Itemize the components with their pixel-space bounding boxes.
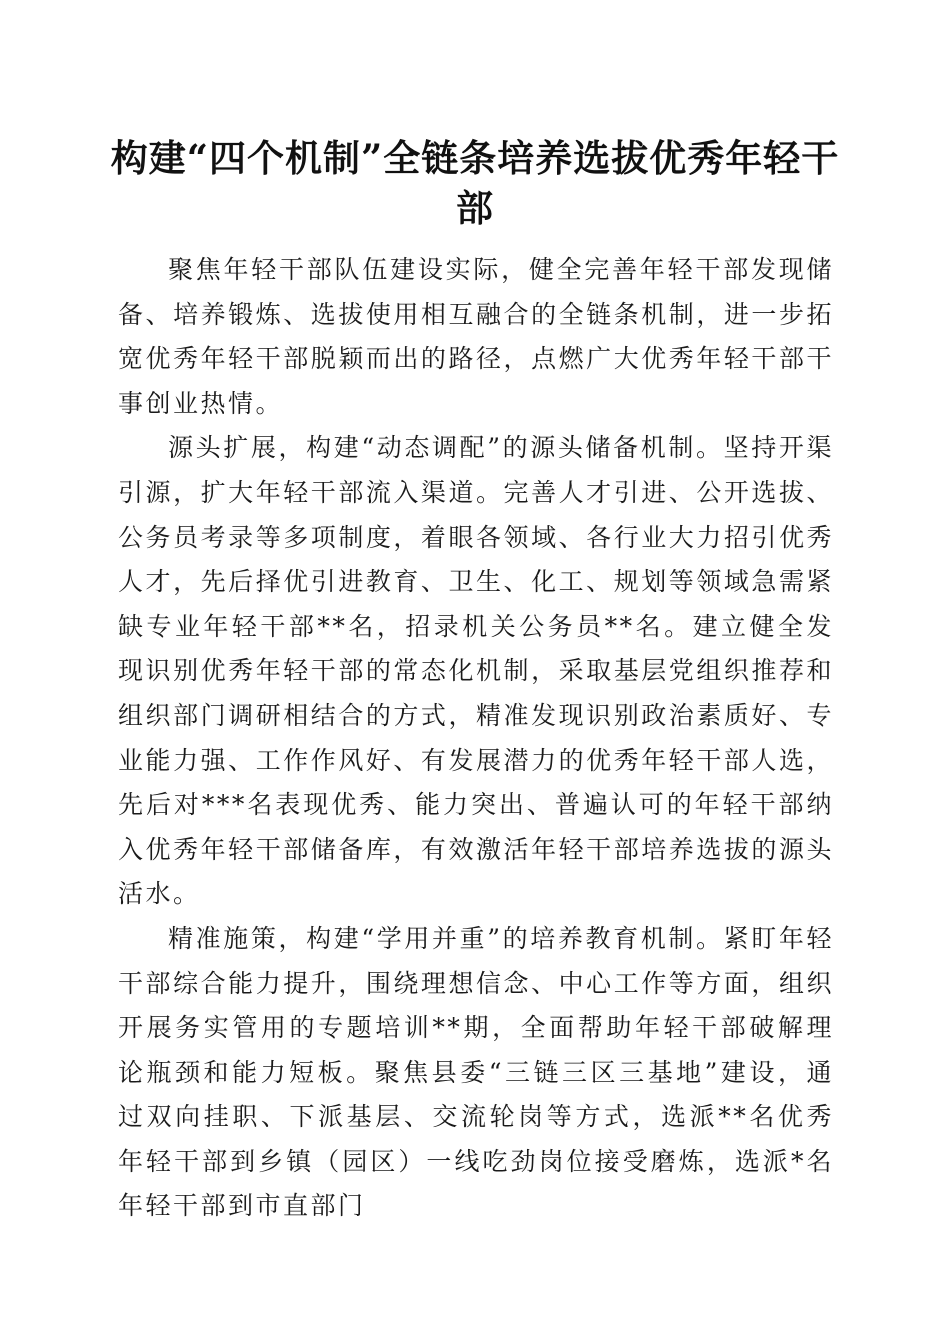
document-title: 构建“四个机制”全链条培养选拔优秀年轻干部: [110, 136, 840, 230]
paragraph-intro: 聚焦年轻干部队伍建设实际，健全完善年轻干部发现储备、培养锻炼、选拔使用相互融合的全链条机制，进一步拓宽优秀年轻干部脱颖而出的路径，点燃广大优秀年轻干部干事创业热情。: [118, 255, 834, 418]
paragraph-training-mechanism: 精准施策，构建“学用并重”的培养教育机制。紧盯年轻干部综合能力提升，围绕理想信念、中心工作等方面，组织开展务实管用的专题培训**期，全面帮助年轻干部破解理论瓶颈和能力短板。聚焦县委“三链三区三基地”建设，通过双向挂职、下派基层、交流轮岗等方式，选派**名优秀年轻干部到乡镇（园区）一线吃劲岗位接受磨炼，选派*名年轻干部到市直部门: [118, 923, 834, 1221]
document-body: [118, 248, 834, 1229]
paragraph-source-reserve-mechanism: 源头扩展，构建“动态调配”的源头储备机制。坚持开渠引源，扩大年轻干部流入渠道。完善人才引进、公开选拔、公务员考录等多项制度，着眼各领域、各行业大力招引优秀人才，先后择优引进教育、卫生、化工、规划等领域急需紧缺专业年轻干部**名，招录机关公务员**名。建立健全发现识别优秀年轻干部的常态化机制，采取基层党组织推荐和组织部门调研相结合的方式，精准发现识别政治素质好、专业能力强、工作作风好、有发展潜力的优秀年轻干部人选，先后对***名表现优秀、能力突出、普遍认可的年轻干部纳入优秀年轻干部储备库，有效激活年轻干部培养选拔的源头活水。: [118, 433, 834, 909]
